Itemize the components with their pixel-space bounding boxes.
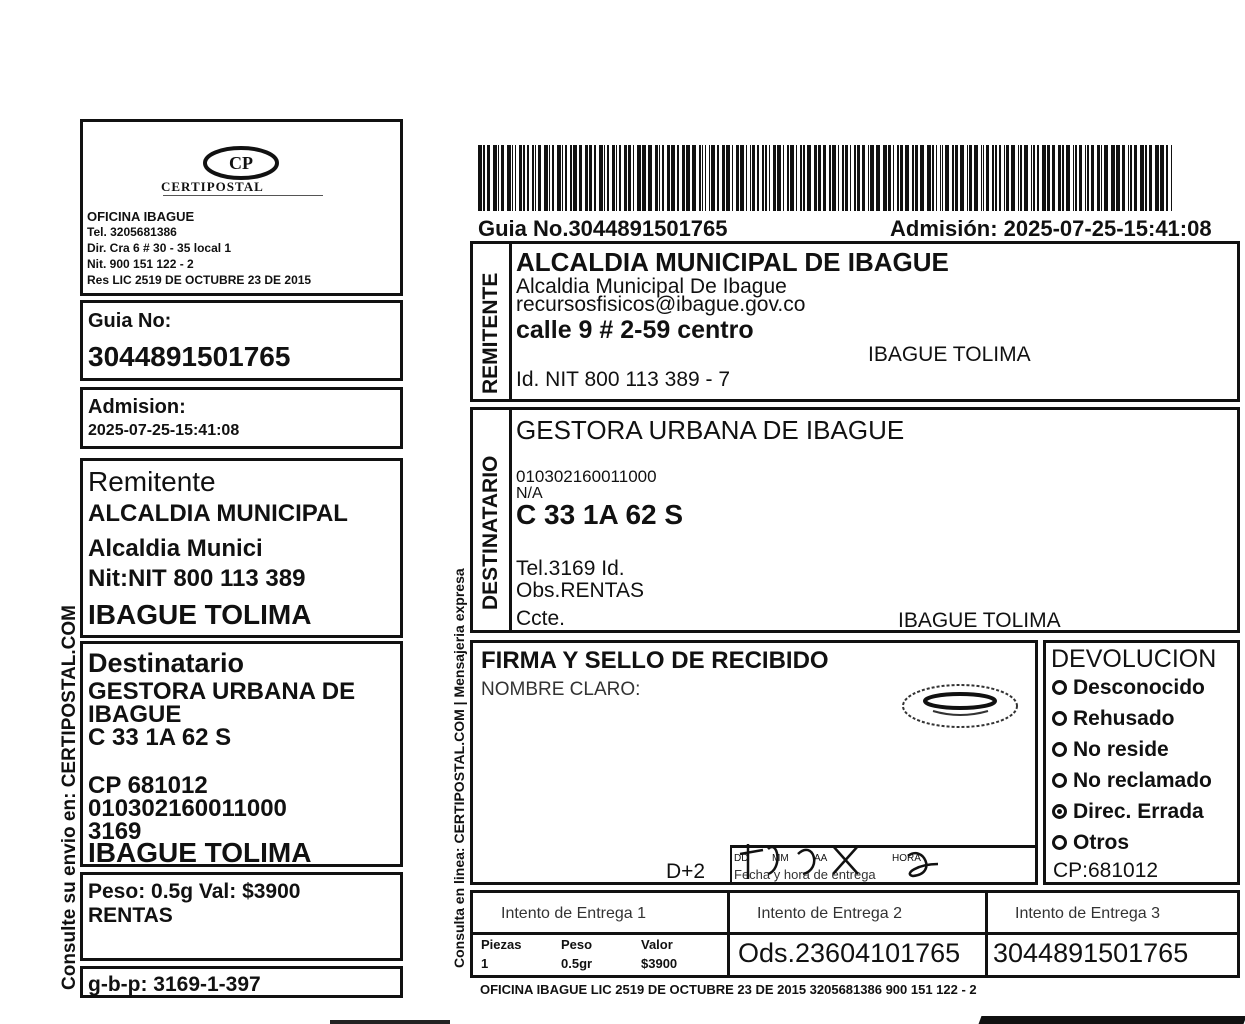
barcode-bar <box>857 145 860 211</box>
barcode-bar <box>1122 145 1125 211</box>
main-destinatario-ccte: Ccte. <box>516 607 566 630</box>
remitente-divider <box>509 244 512 399</box>
barcode-bar <box>579 145 582 211</box>
main-remitente-box <box>470 241 1240 402</box>
barcode-bar <box>711 145 715 211</box>
stub-destinatario-line1: GESTORA URBANA DE <box>88 678 356 705</box>
main-remitente-address: calle 9 # 2-59 centro <box>516 316 754 344</box>
barcode-bar <box>995 145 997 211</box>
barcode-bar <box>757 145 759 211</box>
barcode-bar <box>616 145 617 211</box>
barcode-bar <box>955 145 958 211</box>
stub-admision-label: Admision: <box>88 396 186 418</box>
barcode-bar <box>1033 145 1035 211</box>
stub-gbp: g-b-p: 3169-1-397 <box>88 973 261 996</box>
barcode-bar <box>960 145 964 211</box>
intentos-vdivider-2 <box>985 893 988 975</box>
barcode-bar <box>915 145 918 211</box>
barcode-bar <box>662 145 664 211</box>
devolucion-title: DEVOLUCION <box>1051 645 1217 673</box>
barcode-bar <box>705 145 706 211</box>
barcode-bar <box>940 145 941 211</box>
barcode-bar <box>1166 145 1168 211</box>
barcode-bar <box>974 145 978 211</box>
barcode-bar <box>800 145 802 211</box>
barcode-bar <box>1091 145 1094 211</box>
barcode-bar <box>986 145 989 211</box>
barcode-bar <box>829 145 831 211</box>
intento-1: Intento de Entrega 1 <box>501 905 646 922</box>
barcode-bar <box>936 145 937 211</box>
barcode-bar <box>1062 145 1064 211</box>
intento-2: Intento de Entrega 2 <box>757 905 902 922</box>
stub-remitente-title: Remitente <box>88 466 216 497</box>
barcode-bar <box>762 145 764 211</box>
radio-circle-icon[interactable] <box>1052 835 1067 850</box>
stub-brand: CERTIPOSTAL <box>161 179 264 194</box>
stub-destinatario-line2: IBAGUE <box>88 701 182 728</box>
barcode-bar <box>628 145 631 211</box>
main-side-text: Consulta en linea: CERTIPOSTAL.COM | Mensajeria expresa <box>451 568 467 968</box>
barcode-bar <box>783 145 784 211</box>
stub-res: Res LIC 2519 DE OCTUBRE 23 DE 2015 <box>87 273 312 287</box>
intentos-hdivider <box>473 932 1237 935</box>
stub-header <box>80 119 403 296</box>
barcode-bar <box>692 145 696 211</box>
barcode-bar <box>523 145 525 211</box>
barcode-bar <box>722 145 725 211</box>
valor-value: $3900 <box>641 956 678 971</box>
barcode-bar <box>854 145 856 211</box>
barcode-bar <box>585 145 588 211</box>
barcode-bar <box>507 145 511 211</box>
main-destinatario-city: IBAGUE TOLIMA <box>898 609 1061 632</box>
barcode-bar <box>1058 145 1061 211</box>
barcode-bar <box>992 145 994 211</box>
stub-destinatario-phone: 3169 <box>88 818 142 845</box>
devolucion-option[interactable] <box>1052 801 1204 822</box>
barcode-bar <box>769 145 770 211</box>
barcode-bar <box>740 145 744 211</box>
devolucion-box <box>1043 640 1240 885</box>
main-destinatario-code: 010302160011000 <box>516 467 657 486</box>
barcode-bar <box>594 145 596 211</box>
barcode-bar <box>736 145 739 211</box>
barcode-bar <box>642 145 646 211</box>
stub-destinatario-cp: CP 681012 <box>88 772 208 799</box>
main-destinatario-name: GESTORA URBANA DE IBAGUE <box>516 415 905 445</box>
barcode-bar <box>709 145 710 211</box>
barcode-bar <box>599 145 603 211</box>
barcode-bar <box>969 145 972 211</box>
barcode-bar <box>900 145 903 211</box>
barcode-bar <box>750 145 751 211</box>
stub-tel: Tel. 3205681386 <box>87 225 177 239</box>
barcode-bar <box>493 145 497 211</box>
barcode-bar <box>838 145 839 211</box>
stub-remitente-city: IBAGUE TOLIMA <box>88 599 312 630</box>
stub-side-text: Consulte su envio en: CERTIPOSTAL.COM <box>59 605 80 990</box>
stub-destinatario-box <box>80 641 403 867</box>
main-destinatario-tel: Tel.3169 Id. <box>516 557 625 580</box>
barcode-bar <box>667 145 670 211</box>
barcode-bar <box>1075 145 1077 211</box>
barcode-bar <box>796 145 797 211</box>
barcode-bar <box>807 145 811 211</box>
main-admision: Admisión: 2025-07-25-15:41:08 <box>890 216 1212 241</box>
devolucion-option-label: No reside <box>1073 738 1169 761</box>
main-remitente-email: recursosfisicos@ibague.gov.co <box>516 293 806 316</box>
barcode-bar <box>945 145 949 211</box>
barcode-bar <box>883 145 887 211</box>
main-remitente-city: IBAGUE TOLIMA <box>868 343 1031 366</box>
barcode-bar <box>787 145 789 211</box>
handwritten-mark-icon <box>738 834 958 886</box>
main-footer: OFICINA IBAGUE LIC 2519 DE OCTUBRE 23 DE 2015 3205681386 900 151 122 - 2 <box>480 982 977 997</box>
stub-guia-label: Guia No: <box>88 310 172 332</box>
devolucion-option[interactable] <box>1052 832 1129 853</box>
barcode-bar <box>677 145 679 211</box>
barcode-bar <box>1130 145 1132 211</box>
barcode-bar <box>952 145 954 211</box>
stub-nit: Nit. 900 151 122 - 2 <box>87 257 194 271</box>
devolucion-option-label: Desconocido <box>1073 676 1205 699</box>
barcode-bar <box>512 145 513 211</box>
intentos-box <box>470 890 1240 978</box>
stub-destinatario-code: 010302160011000 <box>88 795 287 822</box>
firma-d2: D+2 <box>666 860 706 883</box>
barcode <box>478 145 1176 211</box>
devolucion-option[interactable] <box>1052 770 1212 791</box>
stub-remitente-name: ALCALDIA MUNICIPAL <box>88 500 348 527</box>
stub-remitente-box <box>80 458 403 638</box>
barcode-bar <box>633 145 634 211</box>
barcode-bar <box>888 145 891 211</box>
barcode-bar <box>777 145 781 211</box>
barcode-bar <box>832 145 836 211</box>
stub-remitente-nit: Nit:NIT 800 113 389 <box>88 565 306 592</box>
peso-value: 0.5gr <box>561 956 593 971</box>
barcode-bar <box>519 145 522 211</box>
destinatario-divider <box>509 410 512 630</box>
barcode-bar <box>624 145 627 211</box>
barcode-bar <box>549 145 550 211</box>
firma-hora: HORA <box>892 853 921 864</box>
barcode-bar <box>1101 145 1102 211</box>
main-remitente-id: Id. NIT 800 113 389 - 7 <box>516 368 731 391</box>
stub-destinatario-city: IBAGUE TOLIMA <box>88 837 312 868</box>
barcode-bar <box>1052 145 1055 211</box>
stub-peso: Peso: 0.5g Val: $3900 <box>88 880 301 903</box>
barcode-bar <box>1042 145 1046 211</box>
barcode-bar <box>746 145 747 211</box>
main-destinatario-address: C 33 1A 62 S <box>516 499 684 530</box>
barcode-bar <box>535 145 536 211</box>
firma-mm: MM <box>772 853 789 864</box>
barcode-bar <box>927 145 931 211</box>
barcode-bar <box>619 145 621 211</box>
barcode-bar <box>557 145 561 211</box>
barcode-bar <box>538 145 541 211</box>
barcode-bar <box>999 145 1001 211</box>
barcode-bar <box>1116 145 1120 211</box>
stub-remitente-sub: Alcaldia Munici <box>88 535 263 562</box>
barcode-bar <box>501 145 504 211</box>
devolucion-option-label: No reclamado <box>1073 769 1212 792</box>
barcode-bar <box>1024 145 1028 211</box>
barcode-bar <box>803 145 805 211</box>
barcode-bar <box>932 145 934 211</box>
radio-circle-icon[interactable] <box>1052 680 1067 695</box>
radio-circle-icon[interactable] <box>1052 804 1067 819</box>
valor-label: Valor <box>641 937 673 952</box>
devolucion-option-label: Otros <box>1073 831 1130 854</box>
barcode-bar <box>686 145 690 211</box>
barcode-bar <box>1149 145 1152 211</box>
firma-box <box>470 640 1038 885</box>
barcode-bar <box>570 145 572 211</box>
barcode-bar <box>1128 145 1129 211</box>
ods-number: Ods.23604101765 <box>738 938 961 968</box>
firma-fecha: Fecha y hora de entrega <box>734 867 876 882</box>
scan-artifact-1 <box>330 1020 450 1024</box>
barcode-bar <box>773 145 776 211</box>
main-guia: Guia No.3044891501765 <box>478 216 728 241</box>
barcode-bar <box>790 145 794 211</box>
radio-circle-icon[interactable] <box>1052 711 1067 726</box>
barcode-bar <box>1085 145 1086 211</box>
devolucion-option[interactable] <box>1052 677 1205 698</box>
barcode-bar <box>607 145 609 211</box>
barcode-bar <box>1079 145 1082 211</box>
intento-3: Intento de Entrega 3 <box>1015 905 1160 922</box>
barcode-bar <box>942 145 943 211</box>
barcode-bar <box>850 145 851 211</box>
barcode-bar <box>1134 145 1137 211</box>
main-destinatario-na: N/A <box>516 485 543 502</box>
barcode-bar <box>1006 145 1009 211</box>
stub-admision-box <box>80 387 403 449</box>
barcode-bar <box>573 145 577 211</box>
barcode-bar <box>1087 145 1089 211</box>
barcode-bar <box>1018 145 1019 211</box>
barcode-bar <box>612 145 615 211</box>
barcode-bar <box>870 145 874 211</box>
barcode-bar <box>487 145 490 211</box>
guia-big: 3044891501765 <box>993 938 1189 968</box>
delivery-datetime-box <box>730 845 1038 885</box>
barcode-bar <box>726 145 730 211</box>
barcode-bar <box>981 145 982 211</box>
main-remitente-name: ALCALDIA MUNICIPAL DE IBAGUE <box>516 247 949 277</box>
barcode-bar <box>682 145 685 211</box>
barcode-bar <box>671 145 675 211</box>
barcode-bar <box>1011 145 1015 211</box>
devolucion-option[interactable] <box>1052 708 1175 729</box>
stamp-seal-icon <box>898 681 1023 731</box>
brand-divider <box>163 195 323 196</box>
barcode-bar <box>562 145 563 211</box>
piezas-value: 1 <box>481 956 489 971</box>
barcode-bar <box>1031 145 1032 211</box>
barcode-bar <box>565 145 567 211</box>
barcode-bar <box>1140 145 1144 211</box>
barcode-bar <box>983 145 984 211</box>
barcode-bar <box>1037 145 1039 211</box>
barcode-bar <box>1145 145 1147 211</box>
intentos-vdivider-1 <box>727 893 730 975</box>
radio-circle-icon[interactable] <box>1052 742 1067 757</box>
main-remitente-sub: Alcaldia Municipal De Ibague <box>516 275 787 298</box>
stub-peso-box <box>80 872 403 961</box>
main-destinatario-obs: Obs.RENTAS <box>516 579 644 602</box>
barcode-bar <box>842 145 844 211</box>
devolucion-cp: CP:681012 <box>1053 859 1159 882</box>
barcode-bar <box>818 145 821 211</box>
barcode-bar <box>876 145 880 211</box>
barcode-bar <box>897 145 899 211</box>
barcode-bar <box>1160 145 1164 211</box>
barcode-bar <box>702 145 703 211</box>
barcode-bar <box>732 145 733 211</box>
stub-admision-value: 2025-07-25-15:41:08 <box>88 422 240 439</box>
barcode-bar <box>498 145 499 211</box>
scan-artifact-2 <box>979 1016 1245 1024</box>
barcode-bar <box>905 145 909 211</box>
firma-dd: DD <box>734 853 749 864</box>
barcode-bar <box>1073 145 1074 211</box>
barcode-bar <box>814 145 817 211</box>
barcode-bar <box>752 145 755 211</box>
firma-aa: AA <box>814 853 828 864</box>
barcode-bar <box>1004 145 1005 211</box>
barcode-bar <box>862 145 865 211</box>
destinatario-label: DESTINATARIO <box>479 455 502 610</box>
barcode-bar <box>967 145 968 211</box>
barcode-bar <box>637 145 641 211</box>
stub-guia-box <box>80 300 403 381</box>
barcode-bar <box>552 145 554 211</box>
barcode-bar <box>604 145 605 211</box>
barcode-bar <box>478 145 482 211</box>
piezas-label: Piezas <box>481 937 522 952</box>
barcode-bar <box>1020 145 1022 211</box>
barcode-bar <box>1155 145 1159 211</box>
barcode-bar <box>920 145 924 211</box>
barcode-bar <box>765 145 767 211</box>
stub-gbp-box <box>80 966 403 998</box>
stub-destinatario-line3: C 33 1A 62 S <box>88 724 232 751</box>
barcode-bar <box>1104 145 1108 211</box>
remitente-label: REMITENTE <box>479 272 502 394</box>
stub-guia-number: 3044891501765 <box>88 341 291 372</box>
barcode-bar <box>893 145 894 211</box>
barcode-bar <box>483 145 485 211</box>
barcode-bar <box>1111 145 1115 211</box>
barcode-bar <box>1047 145 1050 211</box>
svg-text:CP: CP <box>229 153 253 173</box>
barcode-bar <box>845 145 848 211</box>
barcode-bar <box>648 145 652 211</box>
barcode-bar <box>717 145 719 211</box>
stub-destinatario-title: Destinatario <box>88 648 245 678</box>
barcode-bar <box>868 145 869 211</box>
barcode-bar <box>659 145 660 211</box>
barcode-bar <box>544 145 548 211</box>
stub-rentas: RENTAS <box>88 904 173 927</box>
stub-office: OFICINA IBAGUE <box>87 209 195 224</box>
devolucion-option-label: Direc. Errada <box>1073 800 1204 823</box>
barcode-bar <box>655 145 658 211</box>
barcode-bar <box>532 145 534 211</box>
barcode-bar <box>699 145 701 211</box>
firma-nombre: NOMBRE CLARO: <box>481 679 641 700</box>
radio-circle-icon[interactable] <box>1052 773 1067 788</box>
barcode-bar <box>527 145 529 211</box>
certipostal-logo-icon <box>201 144 281 182</box>
barcode-bar <box>589 145 592 211</box>
barcode-bar <box>1066 145 1070 211</box>
devolucion-option[interactable] <box>1052 739 1169 760</box>
devolucion-option-label: Rehusado <box>1073 707 1175 730</box>
barcode-bar <box>515 145 516 211</box>
barcode-bar <box>912 145 914 211</box>
peso-label: Peso <box>561 937 593 952</box>
main-destinatario-box <box>470 407 1240 633</box>
barcode-bar <box>823 145 826 211</box>
firma-title: FIRMA Y SELLO DE RECIBIDO <box>481 647 829 674</box>
barcode-bar <box>1171 145 1172 211</box>
stub-dir: Dir. Cra 6 # 30 - 35 local 1 <box>87 241 232 255</box>
barcode-bar <box>1097 145 1100 211</box>
